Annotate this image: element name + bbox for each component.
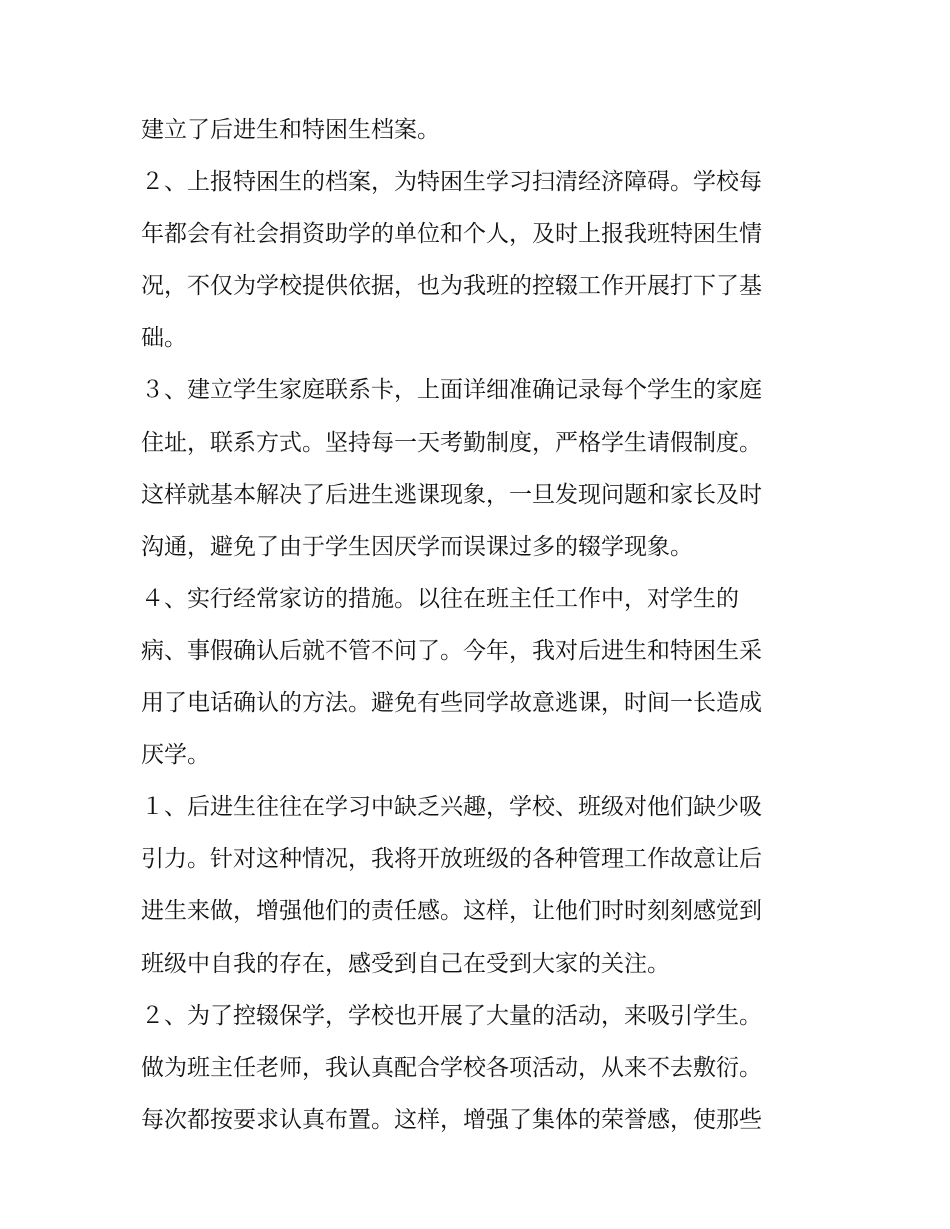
- text-line: 用了电话确认的方法。避免有些同学故意逃课，时间一长造成: [141, 690, 762, 717]
- text-line: ２、上报特困生的档案，为特困生学习扫清经济障碍。学校每: [141, 169, 762, 196]
- text-line: 住址，联系方式。坚持每一天考勤制度，严格学生请假制度。: [141, 429, 762, 456]
- text-line: 年都会有社会捐资助学的单位和个人，及时上报我班特困生情: [141, 221, 762, 248]
- text-line: 础。: [141, 325, 187, 352]
- text-line: 班级中自我的存在，感受到自己在受到大家的关注。: [141, 950, 670, 977]
- text-line: 引力。针对这种情况，我将开放班级的各种管理工作故意让后: [141, 846, 762, 873]
- text-line: 建立了后进生和特困生档案。: [141, 117, 440, 143]
- text-line: 况，不仅为学校提供依据，也为我班的控辍工作开展打下了基: [141, 273, 762, 300]
- text-line: 进生来做，增强他们的责任感。这样，让他们时时刻刻感觉到: [141, 898, 762, 925]
- text-line: 每次都按要求认真布置。这样，增强了集体的荣誉感，使那些: [141, 1106, 762, 1133]
- text-line: 沟通，避免了由于学生因厌学而误课过多的辍学现象。: [141, 533, 693, 560]
- text-line: 病、事假确认后就不管不问了。今年，我对后进生和特困生采: [141, 637, 762, 664]
- text-line: ２、为了控辍保学，学校也开展了大量的活动，来吸引学生。: [141, 1002, 762, 1029]
- text-line: 做为班主任老师，我认真配合学校各项活动，从来不去敷衍。: [141, 1054, 762, 1081]
- text-line: ３、建立学生家庭联系卡，上面详细准确记录每个学生的家庭: [141, 377, 762, 404]
- text-line: １、后进生往往在学习中缺乏兴趣，学校、班级对他们缺少吸: [141, 794, 762, 821]
- text-line: 厌学。: [141, 742, 210, 769]
- document-body: [141, 104, 821, 1146]
- text-line: 这样就基本解决了后进生逃课现象，一旦发现问题和家长及时: [141, 481, 762, 508]
- text-line: ４、实行经常家访的措施。以往在班主任工作中，对学生的: [141, 585, 739, 612]
